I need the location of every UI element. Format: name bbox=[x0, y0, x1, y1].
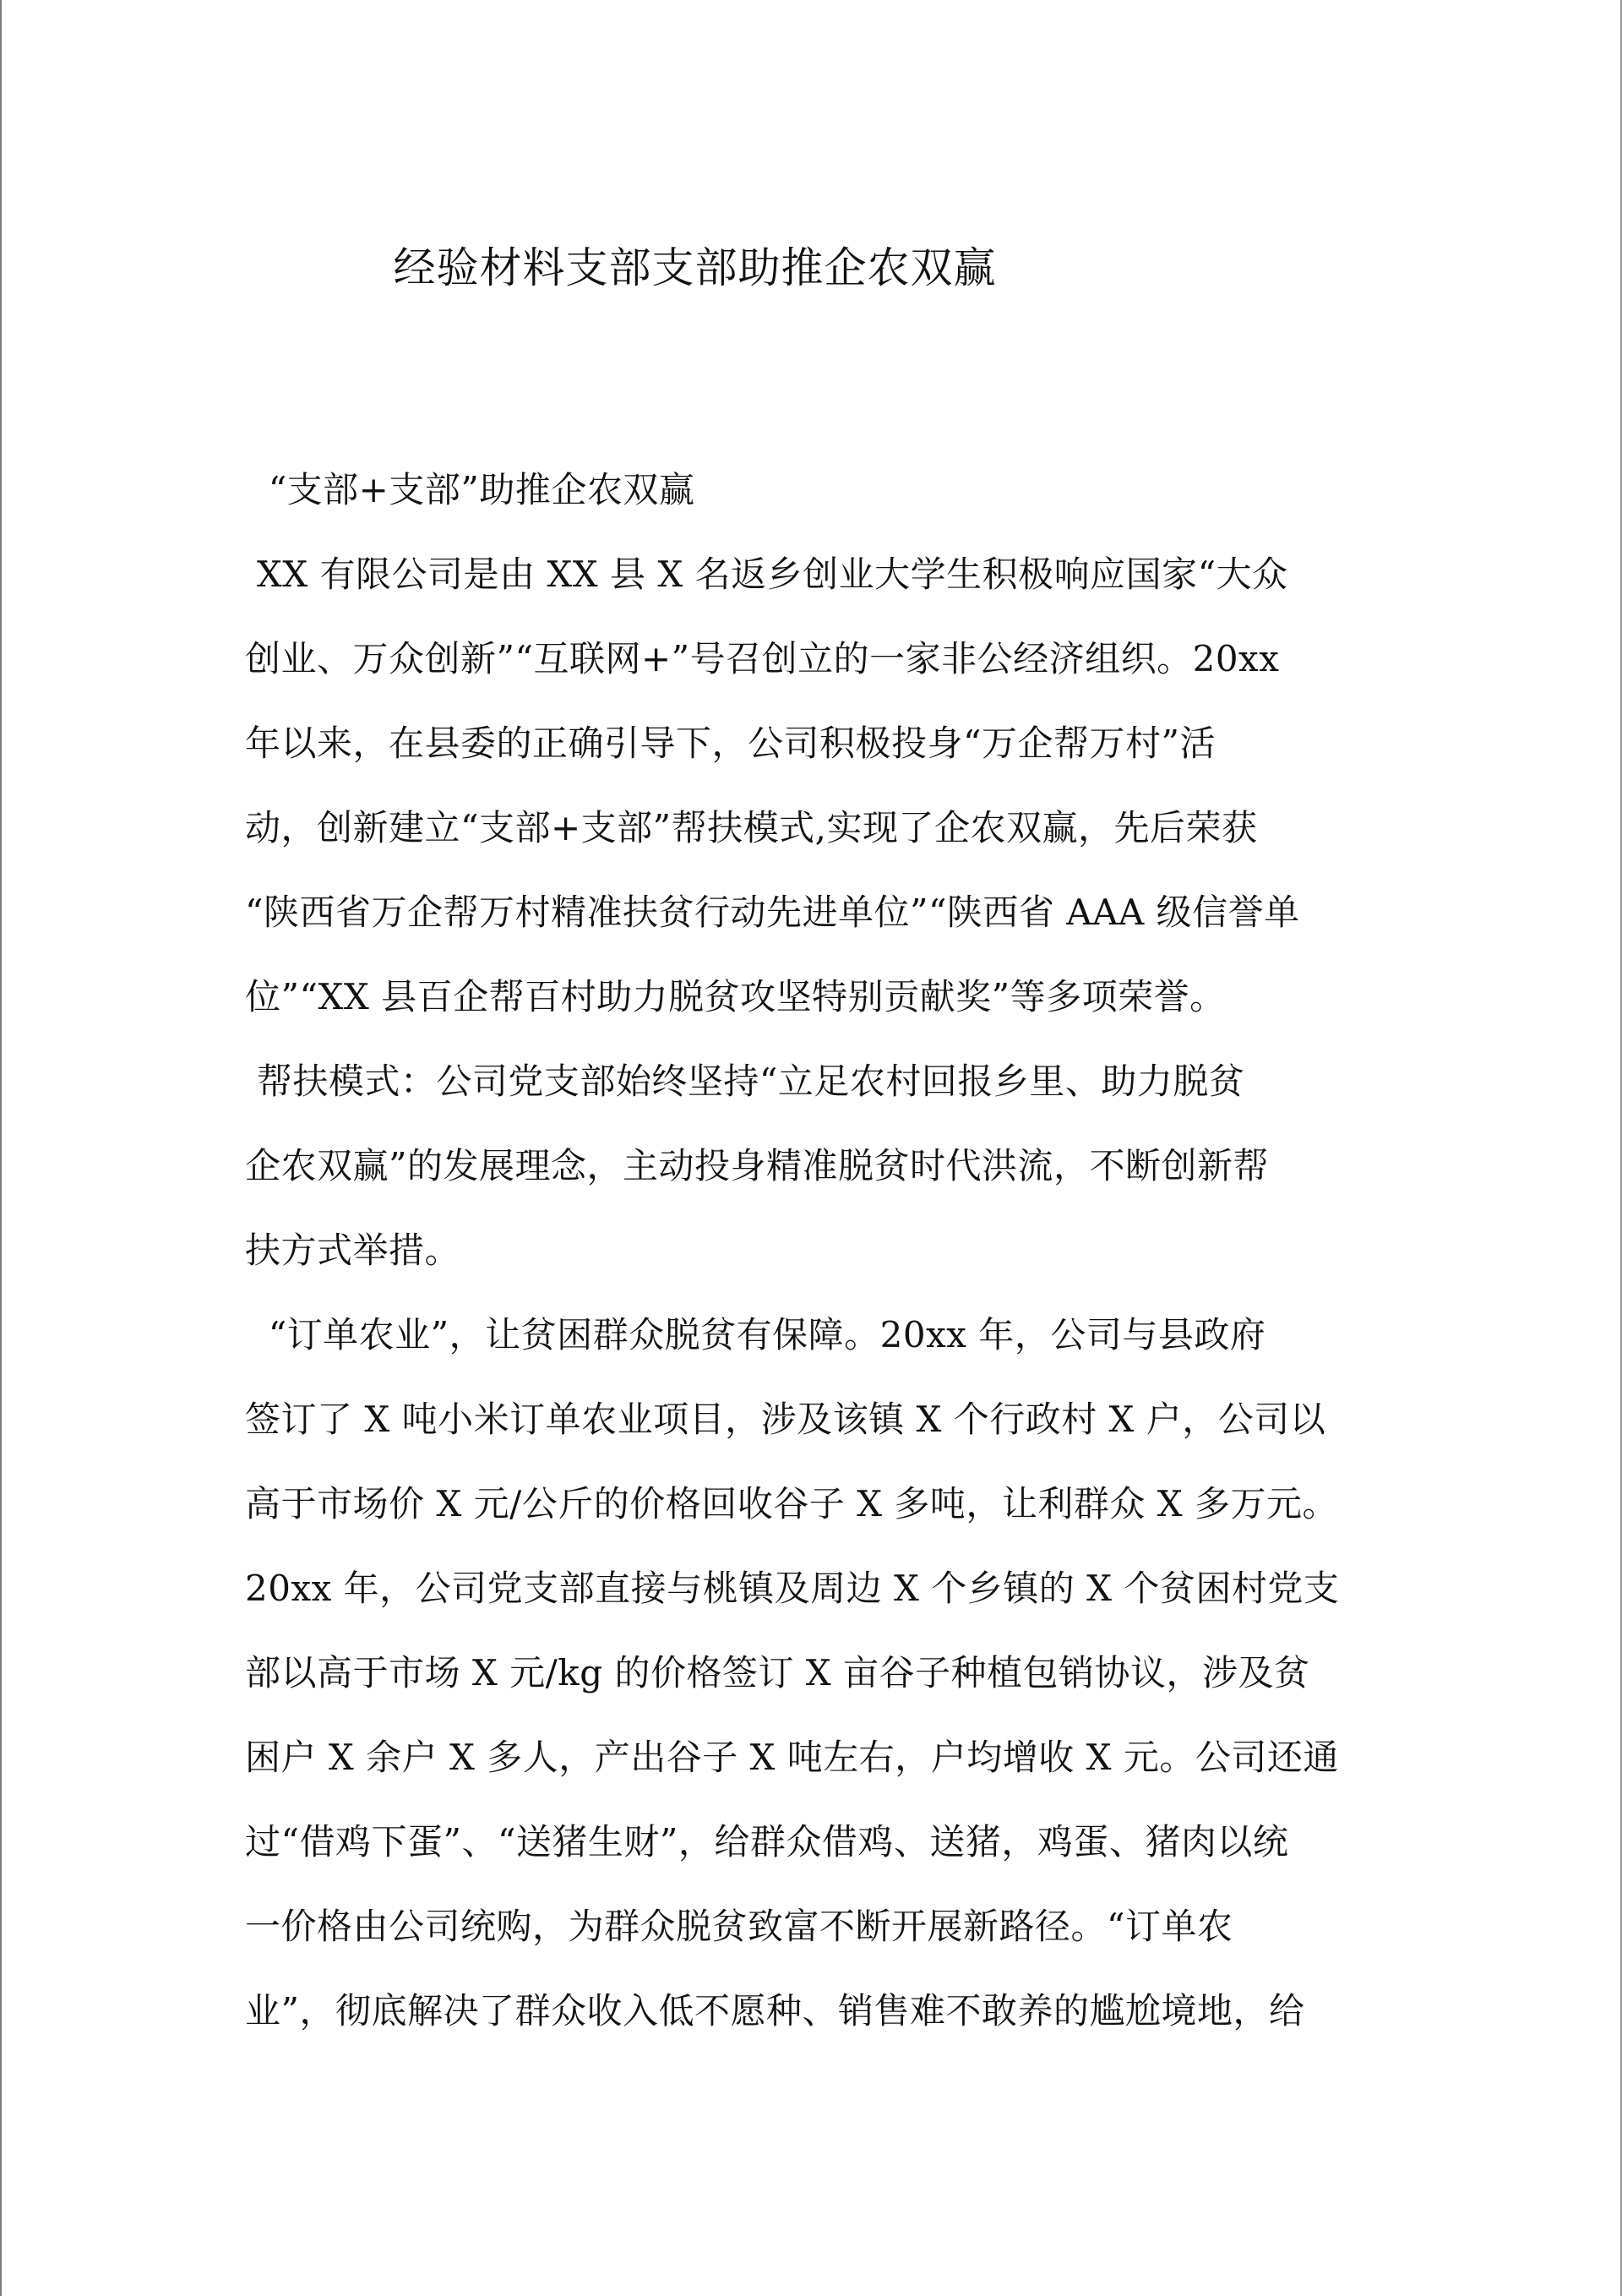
body-line: 高于市场价 X 元/公斤的价格回收谷子 X 多吨，让利群众 X 多万元。 bbox=[245, 1483, 1338, 1524]
page-border-left bbox=[0, 0, 2, 2296]
body-line: “支部+支部”助推企农双赢 bbox=[245, 469, 695, 510]
document-body bbox=[245, 448, 1377, 2053]
body-line: 过“借鸡下蛋”、“送猪生财”，给群众借鸡、送猪，鸡蛋、猪肉以统 bbox=[245, 1821, 1289, 1862]
body-line: 动，创新建立“支部+支部”帮扶模式,实现了企农双赢，先后荣获 bbox=[245, 807, 1258, 848]
document-title: 经验材料支部支部助推企农双赢 bbox=[393, 243, 997, 292]
body-line: 位”“XX 县百企帮百村助力脱贫攻坚特别贡献奖”等多项荣誉。 bbox=[245, 976, 1226, 1017]
body-line: “订单农业”，让贫困群众脱贫有保障。20xx 年，公司与县政府 bbox=[245, 1314, 1266, 1355]
body-line: 签订了 X 吨小米订单农业项目，涉及该镇 X 个行政村 X 户，公司以 bbox=[245, 1399, 1326, 1440]
body-line: 一价格由公司统购，为群众脱贫致富不断开展新路径。“订单农 bbox=[245, 1906, 1233, 1947]
body-line: XX 有限公司是由 XX 县 X 名返乡创业大学生积极响应国家“大众 bbox=[245, 554, 1288, 595]
body-line: 帮扶模式：公司党支部始终坚持“立足农村回报乡里、助力脱贫 bbox=[245, 1061, 1245, 1102]
body-line: 创业、万众创新”“互联网+”号召创立的一家非公经济组织。20xx bbox=[245, 638, 1280, 679]
body-line: 企农双赢”的发展理念，主动投身精准脱贫时代洪流，不断创新帮 bbox=[245, 1145, 1269, 1186]
body-line: “陕西省万企帮万村精准扶贫行动先进单位”“陕西省 AAA 级信誉单 bbox=[245, 892, 1300, 933]
body-line: 20xx 年，公司党支部直接与桃镇及周边 X 个乡镇的 X 个贫困村党支 bbox=[245, 1568, 1340, 1609]
body-line: 部以高于市场 X 元/kg 的价格签订 X 亩谷子种植包销协议，涉及贫 bbox=[245, 1652, 1310, 1693]
body-line: 困户 X 余户 X 多人，产出谷子 X 吨左右，户均增收 X 元。公司还通 bbox=[245, 1737, 1339, 1778]
body-line: 年以来，在县委的正确引导下，公司积极投身“万企帮万村”活 bbox=[245, 723, 1216, 764]
body-line: 业”，彻底解决了群众收入低不愿种、销售难不敢养的尴尬境地，给 bbox=[245, 1990, 1305, 2031]
body-line: 扶方式举措。 bbox=[245, 1230, 461, 1271]
